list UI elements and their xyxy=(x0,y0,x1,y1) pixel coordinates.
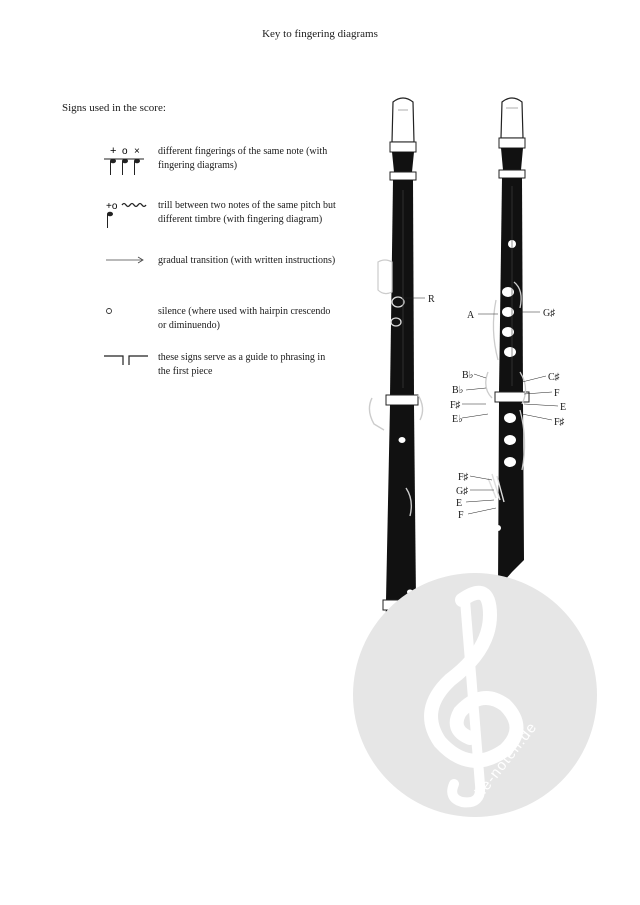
sign-text: trill between two notes of the same pitch but different timbre (with fingering diagram) xyxy=(158,200,336,225)
key-label-b-flat-1: B♭ xyxy=(462,370,474,381)
sign-text: different fingerings of the same note (with fingering diagrams) xyxy=(158,146,328,171)
key-label-b-flat-2: B♭ xyxy=(452,385,464,396)
key-label-f-sharp-right: F♯ xyxy=(554,417,565,428)
key-label-f-lower: F xyxy=(458,510,464,521)
watermark-text: alle-noten.de xyxy=(465,718,541,808)
plus-symbol: + xyxy=(110,145,117,157)
key-label-r: R xyxy=(428,294,435,305)
sign-text: gradual transition (with written instructions) xyxy=(158,255,336,266)
cross-symbol: × xyxy=(134,146,140,157)
sign-text: silence (where used with hairpin crescendo or diminuendo) xyxy=(158,306,331,331)
sign-text: these signs serve as a guide to phrasing in the first piece xyxy=(158,352,326,377)
key-label-c-sharp: C♯ xyxy=(548,372,560,383)
circle-symbol: o xyxy=(122,146,128,157)
page-title: Key to fingering diagrams xyxy=(262,28,378,40)
key-label-f-right: F xyxy=(554,388,560,399)
clarinet-back-view xyxy=(450,98,566,588)
key-label-f-sharp-left: F♯ xyxy=(450,400,461,411)
signs-heading: Signs used in the score: xyxy=(62,102,166,114)
key-label-e-right: E xyxy=(560,402,567,413)
key-label-g-sharp-top: G♯ xyxy=(543,308,556,319)
key-label-g-sharp-lower: G♯ xyxy=(456,486,469,497)
key-label-e-lower: E xyxy=(456,498,463,509)
watermark-logo xyxy=(340,570,610,820)
key-label-e-flat: E♭ xyxy=(452,414,463,425)
plus-circle-symbol: +o xyxy=(106,201,118,212)
key-label-f-sharp-lower: F♯ xyxy=(458,472,469,483)
key-label-a: A xyxy=(467,310,475,321)
